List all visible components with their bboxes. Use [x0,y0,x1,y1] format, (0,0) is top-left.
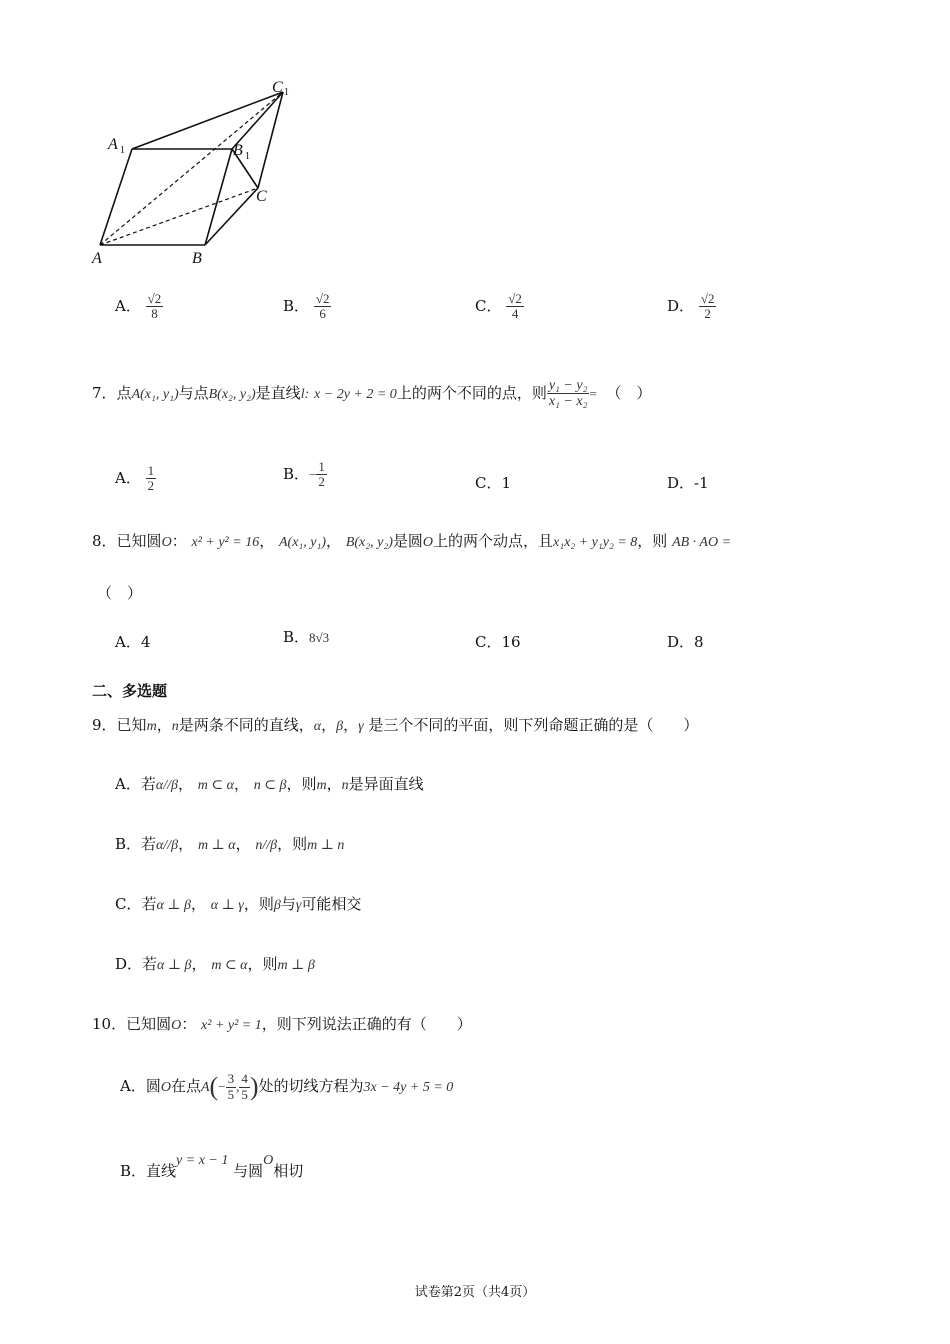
text: 是圆 [392,532,423,550]
numerator: √2 [508,291,522,306]
option-value: -1 [694,474,709,492]
option-label: A．圆 [120,1077,161,1095]
math: β [273,898,281,913]
numerator: 1 [147,463,155,478]
numerator: 1 [318,459,325,474]
q7-option-a[interactable] [115,464,156,494]
question-9 [92,714,698,735]
math: x₁x₂ + y₁y₂ = 8 [553,535,638,550]
text: ， [321,716,337,734]
option-label: C．若 [115,895,157,913]
q8-option-d[interactable] [667,631,704,652]
q7-option-c[interactable] [475,472,511,493]
option-value: 8 [694,633,704,651]
math: n ⊂ β [253,778,287,793]
q7-option-b[interactable] [283,460,327,490]
question-10 [92,1013,472,1034]
text: ，则 [637,532,668,550]
option-label: B． [283,628,310,646]
math: n [171,719,179,734]
math: l: [300,386,310,402]
q6-option-c[interactable] [475,292,524,322]
q9-option-d[interactable] [115,953,315,974]
math: O [161,535,172,550]
text: 上的两个动点，且 [433,532,554,550]
vertex-label-c1-sub: 1 [284,87,289,98]
math: B(x₂, y₂) [208,386,256,402]
q8-answer-blank: （ ） [97,584,143,602]
option-value: 16 [501,633,521,651]
fraction [506,292,524,322]
text: 点 [116,383,132,402]
answer-blank: （ ） [606,383,652,402]
math: y = x − 1 [176,1153,229,1168]
numerator: √2 [147,291,162,306]
text: 已知 [116,716,147,734]
denominator: x₁ − x₂ [548,394,588,410]
option-label: D． [667,633,695,651]
math: O [171,1018,182,1033]
math: α ⊥ β [157,958,192,973]
text: ： [181,1015,197,1033]
math: − [309,466,317,482]
math: m ⊥ α [197,838,236,853]
text: ， [191,955,207,973]
left-paren: ( [209,1072,219,1101]
text: ， [326,775,342,793]
question-7 [92,378,651,410]
vertex-label-a1-sub: 1 [120,145,125,156]
text: 处的切线方程为 [258,1077,364,1095]
text: ，则下列说法正确的有（ ） [261,1015,472,1033]
denominator: 6 [319,306,326,322]
math: m [316,778,327,793]
text: 已知圆 [116,532,162,550]
text: 在点 [170,1077,201,1095]
text: ： [171,532,187,550]
option-value: 4 [140,633,151,651]
text: ， [190,895,206,913]
text: ， [235,835,251,853]
text: ， [178,835,194,853]
question-number: 10． [92,1015,127,1033]
option-label: C． [475,633,502,651]
math: 3x − 4y + 5 = 0 [363,1080,454,1095]
numerator: y₁ − y₂ [548,378,588,393]
q6-option-b[interactable] [283,292,331,322]
fraction [314,292,332,322]
numerator: 3 [227,1071,235,1087]
text: 与 [280,895,296,913]
option-label: D． [667,296,695,315]
text: ，则 [286,775,317,793]
fraction [316,460,327,490]
q8-option-c[interactable] [475,631,521,652]
vertex-label-a: A [92,250,102,267]
math: α [313,719,322,734]
text: ， [156,716,172,734]
math: x − 2y + 2 = 0 [314,386,397,402]
option-value: 1 [501,474,512,492]
math: = [589,385,597,401]
numerator: √2 [315,291,330,306]
denominator: 4 [511,306,519,322]
math: A [200,1080,210,1095]
fraction [146,292,164,322]
vertex-label-c: C [256,188,267,205]
denominator: 2 [147,478,155,494]
text: ， [233,775,249,793]
denominator: 5 [241,1086,248,1102]
denominator: 2 [318,474,325,490]
text: ， [259,532,275,550]
q9-option-b[interactable] [115,833,344,854]
text: ，则 [277,835,308,853]
q6-option-a[interactable] [115,292,163,322]
text: 是三个不同的平面，则下列命题正确的是（ ） [368,716,699,734]
math: γ [295,898,302,913]
text: 是异面直线 [348,775,424,793]
option-label: A． [115,468,141,487]
option-value: 8√3 [309,630,330,645]
text: ， [343,716,359,734]
q7-option-d[interactable] [667,472,709,493]
denominator: 2 [704,306,711,322]
right-paren: ) [249,1072,259,1101]
q10-option-a[interactable] [120,1072,453,1102]
vertex-label-a1: A [108,136,118,153]
text: ， [177,775,193,793]
math: m [146,719,157,734]
q9-option-a[interactable] [115,773,424,794]
math: A(x₁, y₁) [131,386,179,402]
math: x² + y² = 16 [191,535,260,550]
q10-option-b[interactable] [120,1153,304,1181]
page-footer: 试卷第2页（共4页） [414,1285,536,1300]
math: m ⊥ β [277,958,315,973]
math: γ [358,719,364,734]
vertex-label-b1: B [233,142,243,159]
minus-sign: − [218,1079,226,1094]
math: O [160,1080,171,1095]
math: n//β [255,838,278,853]
q9-option-c[interactable] [115,893,361,914]
text: 是直线 [255,383,301,402]
option-label: B． [283,296,310,315]
text: 可能相交 [301,895,362,913]
fraction [226,1071,240,1102]
option-label: D． [667,474,695,492]
vertex-label-b: B [192,250,202,267]
text: 已知圆 [126,1015,172,1033]
text: 相切 [273,1162,304,1180]
comma: , [236,1079,240,1094]
math: B(x₂, y₂) [345,535,393,550]
fraction [547,378,590,410]
fraction [239,1072,250,1102]
math: AB · AO = [672,535,732,550]
math: A(x₁, y₁) [279,535,327,550]
math: O [263,1153,274,1168]
math: O [422,535,434,550]
math: α//β [156,838,179,853]
section-title: 二、多选题 [92,682,168,700]
fraction [146,464,157,494]
option-label: D．若 [115,955,158,973]
math: m ⊂ α [197,778,234,793]
text: 与圆 [233,1162,264,1180]
math: x² + y² = 1 [201,1018,262,1033]
q8-option-a[interactable] [115,631,150,652]
prism-figure [90,75,310,270]
numerator: 4 [241,1071,248,1087]
option-label: C． [475,474,502,492]
option-label: A． [115,296,141,315]
text: ， [326,532,342,550]
math: m ⊂ α [211,958,248,973]
option-label: B．若 [115,835,157,853]
option-label: C． [475,296,502,315]
option-label: A．若 [115,775,156,793]
denominator: 5 [227,1086,235,1102]
option-label: B．直线 [120,1162,177,1180]
question-number: 9． [92,716,117,734]
fraction [699,292,717,322]
text: ，则 [243,895,274,913]
math: α ⊥ β [156,898,191,913]
text: 与点 [178,383,209,402]
numerator: √2 [700,291,715,306]
question-number: 7． [92,383,117,402]
math: m ⊥ n [307,838,345,853]
text: 上的两个不同的点，则 [396,383,547,402]
vertex-label-b1-sub: 1 [245,151,250,162]
math: β [336,719,344,734]
math: α ⊥ γ [210,898,244,913]
text: 是两条不同的直线， [178,716,314,734]
vertex-label-c1: C [272,79,283,96]
q6-option-d[interactable] [667,292,716,322]
question-8 [92,530,731,551]
math: α//β [155,778,178,793]
text: ，则 [247,955,278,973]
question-number: 8． [92,532,117,550]
q8-option-b[interactable] [283,626,329,647]
option-label: A． [115,633,141,651]
math: n [341,778,349,793]
option-label: B． [283,464,310,483]
denominator: 8 [151,306,158,322]
